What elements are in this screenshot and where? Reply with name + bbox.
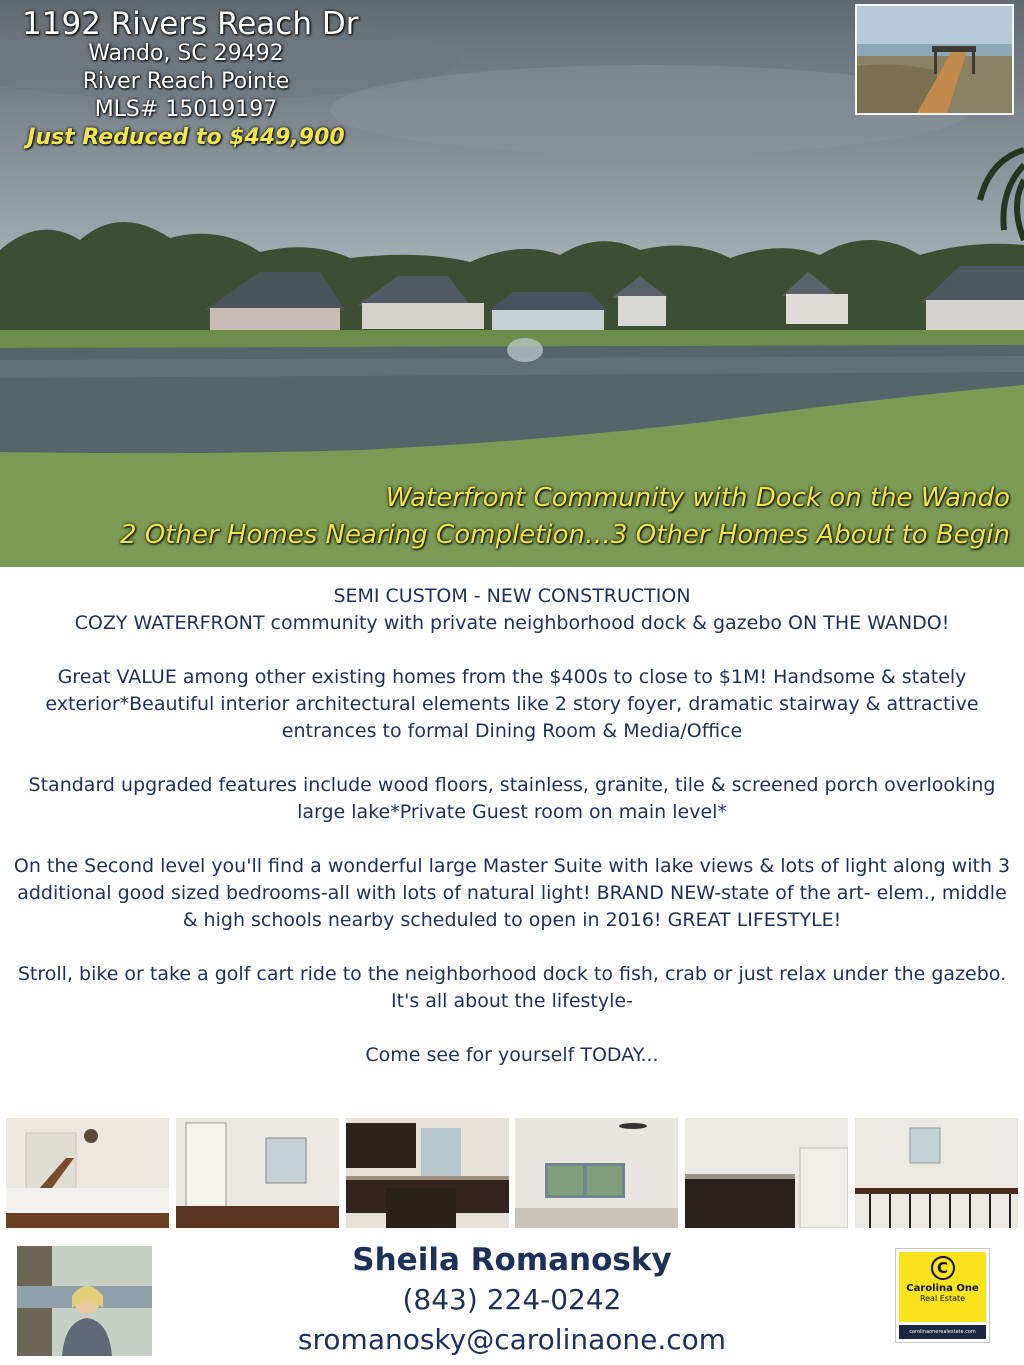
hero-photo <box>0 0 1024 567</box>
dock-photo <box>855 4 1014 115</box>
property-address: 1192 Rivers Reach Dr <box>22 6 359 42</box>
description-stroll: Stroll, bike or take a golf cart ride to the neighborhood dock to fish, crab or just relax under the gazebo. It's all about the lifestyle- <box>17 963 1007 1012</box>
gallery-photo-dining <box>176 1118 339 1228</box>
address-details <box>20 40 352 152</box>
gallery-photo-kitchen <box>346 1118 509 1228</box>
agent-contact <box>252 1240 772 1360</box>
agent-photo <box>17 1246 152 1356</box>
copyright-c-icon: C <box>931 1256 955 1280</box>
gallery-photo-foyer <box>6 1118 169 1228</box>
description-features: Standard upgraded features include wood floors, stainless, granite, tile & screened porch overlooking large lake*Private Guest room on main level* <box>28 774 996 823</box>
gallery-photo-master <box>515 1118 678 1228</box>
logo-name: Carolina One <box>906 1283 979 1294</box>
description-second-level: On the Second level you'll find a wonderful large Master Suite with lake views & lots of light along with 3 additional good sized bedrooms-all with lots of natural light! BRAND NEW-state of the art- elem., middle & high schools nearby scheduled to open in 2016! GREAT LIFESTYLE! <box>13 855 1011 931</box>
description-heading: SEMI CUSTOM - NEW CONSTRUCTION <box>333 585 691 607</box>
logo-subtitle: Real Estate <box>919 1294 966 1303</box>
gallery-photo-stairway <box>855 1118 1018 1228</box>
gallery-photo-bath <box>685 1118 848 1228</box>
listing-description <box>8 583 1016 1069</box>
photo-gallery <box>6 1118 1018 1228</box>
description-closing: Come see for yourself TODAY... <box>365 1044 659 1066</box>
city-line: Wando, SC 29492 <box>88 41 284 66</box>
agent-name: Sheila Romanosky <box>352 1242 672 1278</box>
mls-number: MLS# 15019197 <box>94 97 278 122</box>
community-name: River Reach Pointe <box>82 69 290 94</box>
tagline <box>120 480 1010 554</box>
carolina-one-logo <box>895 1248 990 1343</box>
agent-phone[interactable]: (843) 224-0242 <box>402 1283 622 1316</box>
tagline-line-1: Waterfront Community with Dock on the Wando <box>385 483 1010 513</box>
logo-url: carolinaonerealestate.com <box>899 1325 986 1339</box>
description-intro: COZY WATERFRONT community with private neighborhood dock & gazebo ON THE WANDO! <box>74 612 950 634</box>
tagline-line-2: 2 Other Homes Nearing Completion…3 Other Homes About to Begin <box>120 520 1010 550</box>
description-value: Great VALUE among other existing homes from the $400s to close to $1M! Handsome & stately exterior*Beautiful interior architectural elements like 2 story foyer, dramatic stairway & attractive entrances to formal Dining Room & Media/Office <box>45 666 979 742</box>
agent-email[interactable]: sromanosky@carolinaone.com <box>297 1323 727 1356</box>
logo-badge <box>899 1252 986 1322</box>
price-line: Just Reduced to $449,900 <box>27 125 345 150</box>
